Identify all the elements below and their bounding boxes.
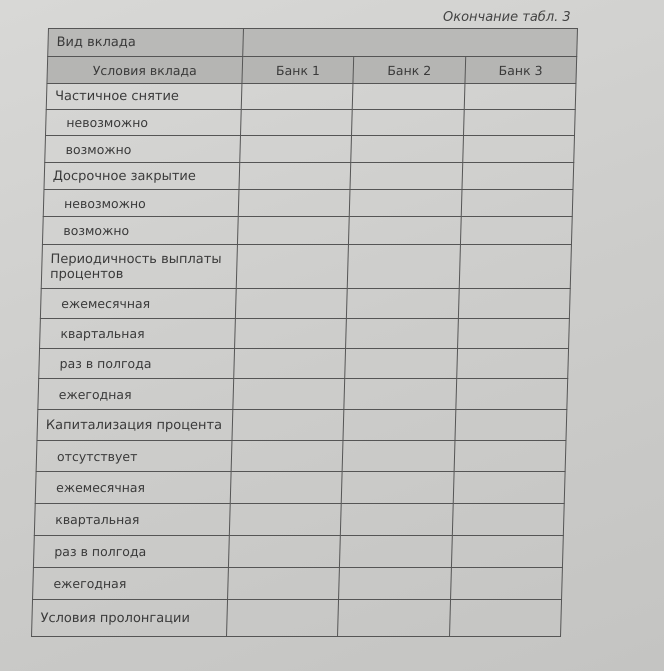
bank-2-cell[interactable] — [350, 163, 462, 190]
bank-3-cell[interactable] — [456, 379, 568, 410]
table-row — [36, 441, 566, 472]
bank-2-cell[interactable] — [341, 504, 453, 536]
table-row — [34, 504, 564, 536]
bank-2-cell[interactable] — [346, 319, 458, 349]
bank-2-cell[interactable] — [352, 110, 464, 136]
table-row — [45, 136, 575, 163]
header-row — [47, 57, 577, 84]
table-row — [41, 245, 571, 289]
bank-3-cell[interactable] — [449, 600, 561, 637]
deposit-type-cell[interactable] — [243, 29, 578, 57]
bank-1-cell[interactable] — [241, 84, 353, 110]
table-row — [37, 410, 567, 441]
row-label: отсутствует — [36, 441, 232, 472]
deposit-type-row — [48, 29, 578, 57]
deposit-comparison-table — [31, 28, 578, 637]
table-row — [39, 349, 569, 379]
bank-3-cell[interactable] — [463, 110, 575, 136]
bank-1-cell[interactable] — [240, 136, 352, 163]
bank-2-cell[interactable] — [351, 136, 463, 163]
table-caption: Окончание табл. 3 — [443, 10, 571, 25]
bank-2-cell[interactable] — [339, 568, 451, 600]
bank-2-cell[interactable] — [340, 536, 452, 568]
bank-1-cell[interactable] — [235, 289, 347, 319]
bank-3-cell[interactable] — [455, 410, 567, 441]
bank-1-cell[interactable] — [231, 441, 343, 472]
row-label: ежегодная — [33, 568, 229, 600]
row-label: квартальная — [40, 319, 236, 349]
bank-2-cell[interactable] — [342, 472, 454, 504]
deposit-type-label: Вид вклада — [48, 29, 244, 57]
table-row — [33, 536, 563, 568]
bank-3-cell[interactable] — [452, 504, 564, 536]
bank-2-cell[interactable] — [338, 600, 450, 637]
bank-1-cell[interactable] — [230, 472, 342, 504]
bank-1-cell[interactable] — [240, 110, 352, 136]
table-row — [46, 84, 576, 110]
bank-1-cell[interactable] — [233, 379, 345, 410]
bank-3-cell[interactable] — [453, 472, 565, 504]
bank-3-cell[interactable] — [459, 245, 572, 289]
bank-3-cell[interactable] — [454, 441, 566, 472]
bank-1-cell[interactable] — [235, 319, 347, 349]
bank-3-cell[interactable] — [458, 289, 570, 319]
bank-2-header: Банк 2 — [353, 57, 465, 84]
bank-1-cell[interactable] — [239, 163, 351, 190]
bank-3-header: Банк 3 — [465, 57, 577, 84]
bank-2-cell[interactable] — [353, 84, 465, 110]
bank-1-cell[interactable] — [238, 190, 350, 217]
bank-1-cell[interactable] — [234, 349, 346, 379]
table-row — [35, 472, 565, 504]
table-row — [43, 190, 573, 217]
conditions-header: Условия вклада — [47, 57, 243, 84]
table-row — [38, 379, 568, 410]
bank-1-cell[interactable] — [237, 217, 349, 245]
bank-2-cell[interactable] — [342, 441, 454, 472]
bank-1-cell[interactable] — [228, 536, 340, 568]
bank-2-cell[interactable] — [343, 410, 455, 441]
bank-3-cell[interactable] — [461, 190, 573, 217]
row-label: квартальная — [34, 504, 230, 536]
bank-3-cell[interactable] — [460, 217, 572, 245]
table-row — [40, 289, 570, 319]
bank-2-cell[interactable] — [349, 217, 461, 245]
row-label: невозможно — [43, 190, 239, 217]
bank-2-cell[interactable] — [350, 190, 462, 217]
row-label: Капитализация процента — [37, 410, 233, 441]
bank-3-cell[interactable] — [451, 536, 563, 568]
bank-3-cell[interactable] — [450, 568, 562, 600]
row-label: возможно — [45, 136, 241, 163]
row-label: Периодичность выплаты процентов — [41, 245, 237, 289]
table-row — [33, 568, 563, 600]
row-label: раз в полгода — [39, 349, 235, 379]
row-label: Условия пролонгации — [32, 600, 228, 637]
bank-3-cell[interactable] — [462, 136, 574, 163]
bank-2-cell[interactable] — [345, 349, 457, 379]
row-label: ежегодная — [38, 379, 234, 410]
table-row — [42, 217, 572, 245]
bank-1-cell[interactable] — [227, 600, 339, 637]
bank-3-cell[interactable] — [462, 163, 574, 190]
bank-3-cell[interactable] — [457, 319, 569, 349]
bank-1-cell[interactable] — [236, 245, 349, 289]
bank-1-cell[interactable] — [229, 504, 341, 536]
table-row — [40, 319, 570, 349]
row-label: ежемесячная — [35, 472, 231, 504]
row-label: Досрочное закрытие — [44, 163, 240, 190]
bank-3-cell[interactable] — [456, 349, 568, 379]
bank-2-cell[interactable] — [347, 289, 459, 319]
row-label: Частичное снятие — [46, 84, 242, 110]
row-label: возможно — [42, 217, 238, 245]
row-label: раз в полгода — [33, 536, 229, 568]
bank-2-cell[interactable] — [344, 379, 456, 410]
row-label: невозможно — [45, 110, 241, 136]
row-label: ежемесячная — [40, 289, 236, 319]
table-row — [44, 163, 574, 190]
bank-1-cell[interactable] — [232, 410, 344, 441]
table-row — [45, 110, 575, 136]
bank-1-header: Банк 1 — [242, 57, 354, 84]
bank-3-cell[interactable] — [464, 84, 576, 110]
table-row — [32, 600, 562, 637]
bank-2-cell[interactable] — [348, 245, 461, 289]
bank-1-cell[interactable] — [228, 568, 340, 600]
